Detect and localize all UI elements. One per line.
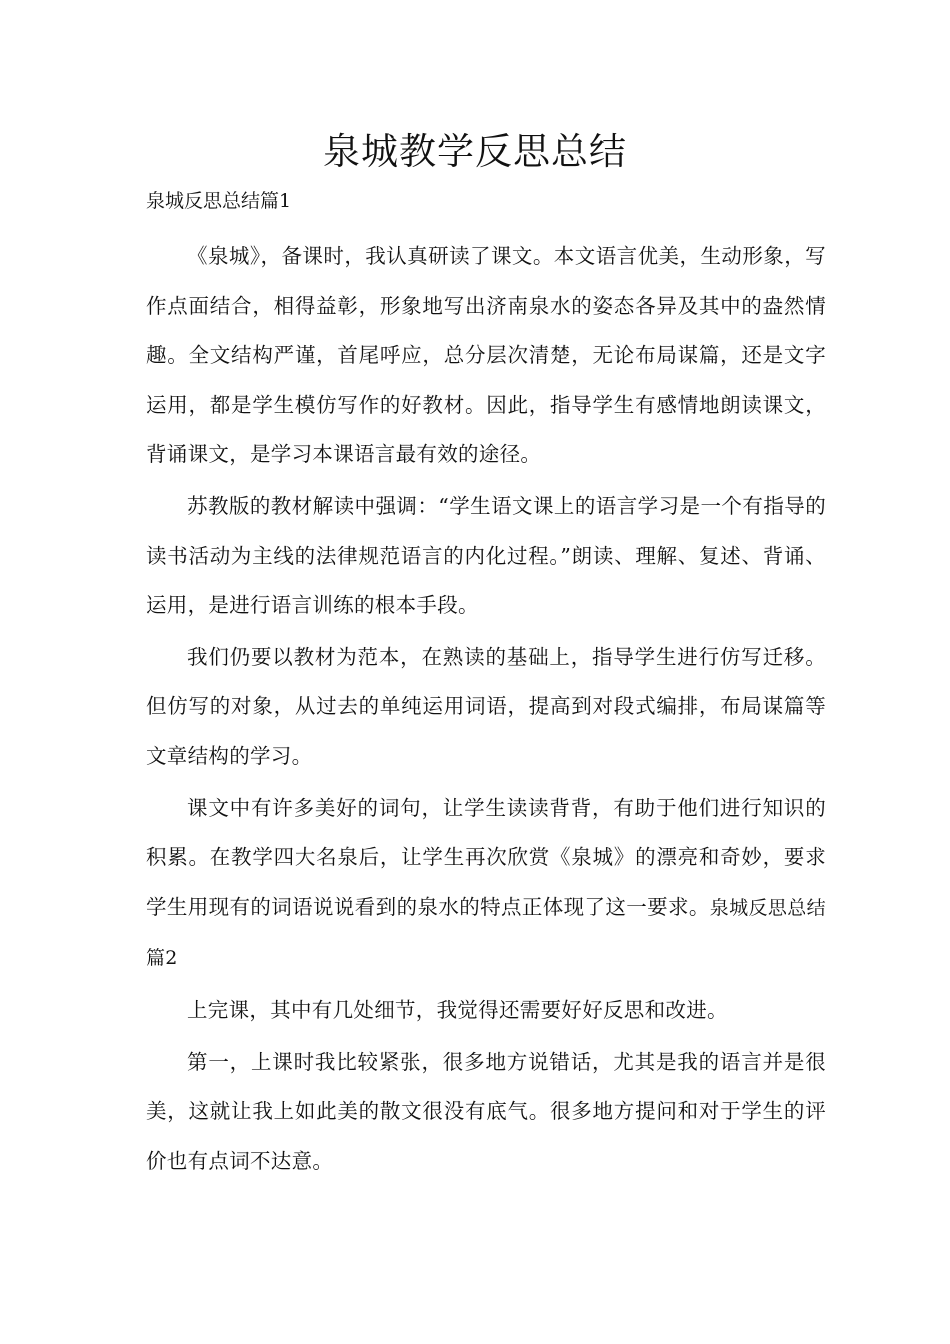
document-body <box>146 232 826 1188</box>
paragraph-2: 苏教版的教材解读中强调：“学生语文课上的语言学习是一个有指导的读书活动为主线的法律规范语言的内化过程。”朗读、理解、复述、背诵、运用，是进行语言训练的根本手段。 <box>146 493 826 618</box>
section-heading-2: 泉城反思总结篇2 <box>146 896 826 970</box>
paragraph-3: 我们仍要以教材为范本，在熟读的基础上，指导学生进行仿写迁移。但仿写的对象，从过去的单纯运用词语，提高到对段式编排，布局谋篇等文章结构的学习。 <box>146 644 826 768</box>
paragraph-5: 上完课，其中有几处细节，我觉得还需要好好反思和改进。 <box>187 997 728 1022</box>
paragraph-4-text: 课文中有许多美好的词句，让学生读读背背，有助于他们进行知识的积累。在教学四大名泉后，让学生再次欣赏《泉城》的漂亮和奇妙，要求学生用现有的词语说说看到的泉水的特点正体现了这一要求。 <box>146 795 826 919</box>
document-title: 泉城教学反思总结 <box>323 130 627 173</box>
paragraph-4 <box>146 784 826 984</box>
section-heading-1: 泉城反思总结篇1 <box>146 190 292 212</box>
paragraph-1: 《泉城》，备课时，我认真研读了课文。本文语言优美，生动形象，写作点面结合，相得益彰，形象地写出济南泉水的姿态各异及其中的盎然情趣。全文结构严谨，首尾呼应，总分层次清楚，无论布局谋篇，还是文字运用，都是学生模仿写作的好教材。因此，指导学生有感情地朗读课文，背诵课文，是学习本课语言最有效的途径。 <box>146 244 826 467</box>
paragraph-6: 第一，上课时我比较紧张，很多地方说错话，尤其是我的语言并是很美，这就让我上如此美的散文很没有底气。很多地方提问和对于学生的评价也有点词不达意。 <box>146 1049 826 1173</box>
